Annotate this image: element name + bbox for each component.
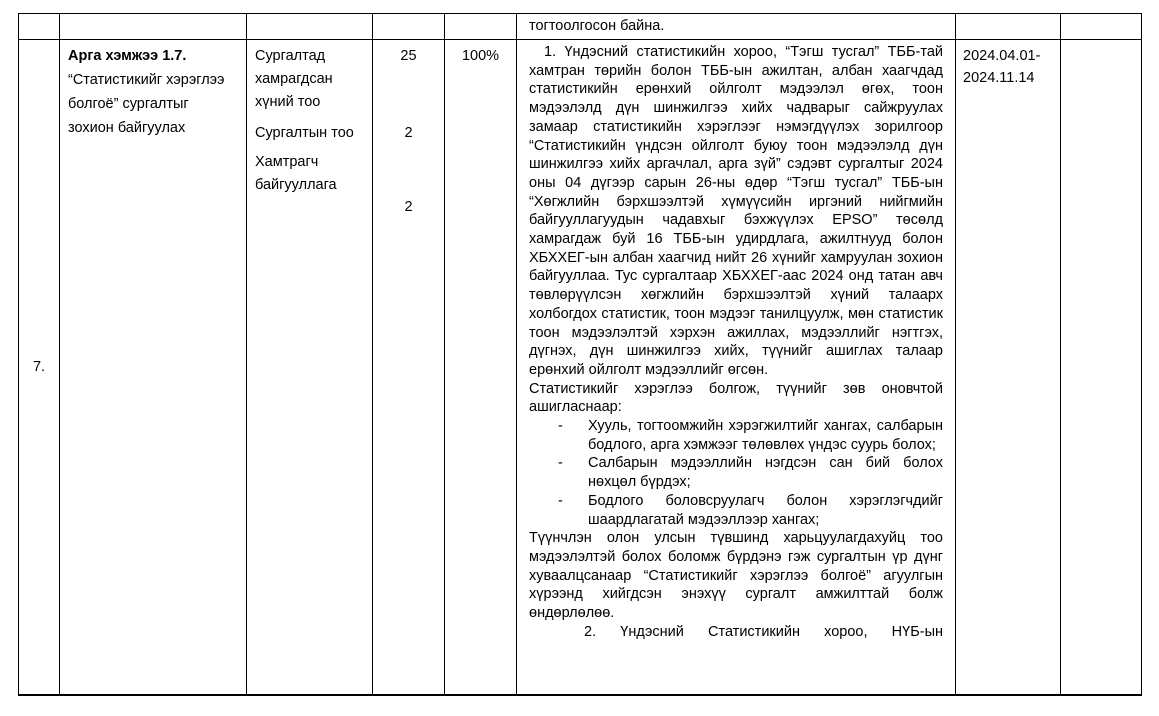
activity-code: Арга хэмжээ 1.7. xyxy=(68,48,187,64)
indicators-cell xyxy=(247,40,373,694)
period-cell xyxy=(956,40,1061,694)
report-paragraph-2: Статистикийг хэрэглээ болгож, түүнийг зөв оновчтой ашигласнаар: xyxy=(529,380,943,416)
bullet-item xyxy=(529,454,943,491)
note-cell xyxy=(1061,40,1141,694)
bullet-item xyxy=(529,492,943,529)
bullet-text: Салбарын мэдээллийн нэгдсэн сан бий болох нөхцөл бүрдэх; xyxy=(588,455,943,491)
indicator-label: Сургалтын тоо xyxy=(255,125,354,141)
report-paragraph-1: 1. Үндэсний статистикийн хороо, “Тэгш тусгал” ТББ-тай хамтран төрийн болон ТББ-ын ажилтан, албан хаагчдад статистикийн ерөнхий ойлголт мэдээлэл өгөх, тоон мэдээлэлд дүн шинжилгээ хийх чадварыг сайжруулах замаар статистикийн хэрэглээг нэмэгдүүлэх зорилгоор “Статистикийн үндсэн ойлголт буюу тоон мэдээлэлд дүн шинжилгээ хийх аргачлал, арга зүй” сэдэвт сургалтыг 2024 оны 04 дүгээр сарын 26-ны өдөр “Тэгш тусгал” ТББ-ын “Хөгжлийн бэрхшээлтэй хүмүүсийн иргэний нийгмийн байгууллагуудын чадавхыг бэхжүүлэх EPSO” төсөлд хамрагдаж буй 16 ТББ-ын удирдлага, ажилтнууд болон ХБХХЕГ-ын албан хаагчид нийт 26 хүнийг хамруулан зохион байгууллаа. Тус сургалтаар ХБХХЕГ-аас 2024 онд татан авч төвлөрүүлсэн хөгжлийн бэрхшээлтэй хүний талаарх холбогдох статистик, тоон мэдээг танилцуулж, мөн статистик тоон мэдээлэлтэй хэрхэн ажиллах, мэдээллийг нэгтгэх, дүгнэх, дүн шинжилгээ хийх, түүнийг ашиглах талаар ерөнхий ойлголт мэдээллийг өгсөн. xyxy=(529,44,943,378)
indicator-value: 25 xyxy=(400,48,417,64)
row-number: 7. xyxy=(32,359,46,375)
continuation-text: тогтоолгосон байна. xyxy=(529,18,665,34)
indicator-label: Хамтрагч байгууллага xyxy=(255,154,337,193)
indicator-label: Сургалтад хамрагдсан хүний тоо xyxy=(255,48,333,110)
report-bullet-list xyxy=(529,417,943,529)
report-text-cell xyxy=(517,40,956,694)
bullet-text: Хууль, тогтоомжийн хэрэгжилтийг хангах, салбарын бодлого, арга хэмжээг төлөвлөх үндэс суурь болох; xyxy=(588,418,943,453)
activity-name-cell xyxy=(60,40,247,694)
percent-cell xyxy=(445,40,517,694)
prev-row-activity-cell xyxy=(60,14,247,40)
prev-row-indicator-cell xyxy=(247,14,373,40)
prev-row-index-cell xyxy=(19,14,60,40)
activity-report-table xyxy=(18,13,1142,696)
report-paragraph-4: 2. Үндэсний Статистикийн хороо, НҮБ-ын xyxy=(584,623,943,640)
indicator-values-cell xyxy=(373,40,445,694)
report-paragraph-3: Түүнчлэн олон улсын түвшинд харьцуулагдахуйц тоо мэдээлэлтэй болох боломж бүрдэнэ гэж сургалтын үр дүнг хуваалцсанаар “Статистикийг хэрэглээ болгоё” агуулгын хүрээнд хийгдсэн энэхүү сургалт амжилттай болж өндөрлөлөө. xyxy=(529,530,943,622)
indicator-value: 2 xyxy=(404,199,413,215)
dash-bullet-icon: - xyxy=(558,418,563,435)
bullet-item xyxy=(529,417,943,454)
row-number-cell xyxy=(19,40,60,694)
activity-title: “Статистикийг хэрэглээ болгоё” сургалтыг зохион байгуулах xyxy=(68,72,225,136)
indicator-value: 2 xyxy=(404,125,413,141)
period-start: 2024.04.01- xyxy=(963,48,1041,64)
dash-bullet-icon: - xyxy=(558,455,563,472)
prev-row-value-cell xyxy=(373,14,445,40)
prev-row-period-cell xyxy=(956,14,1061,40)
percent-value: 100% xyxy=(461,48,500,64)
dash-bullet-icon: - xyxy=(558,492,563,509)
period-end: 2024.11.14 xyxy=(963,70,1035,86)
prev-row-percent-cell xyxy=(445,14,517,40)
prev-row-report-cell xyxy=(517,14,956,40)
bullet-text: Бодлого боловсруулагч болон хэрэглэгчдийг шаардлагатай мэдээллээр хангах; xyxy=(588,492,943,528)
prev-row-note-cell xyxy=(1061,14,1141,40)
